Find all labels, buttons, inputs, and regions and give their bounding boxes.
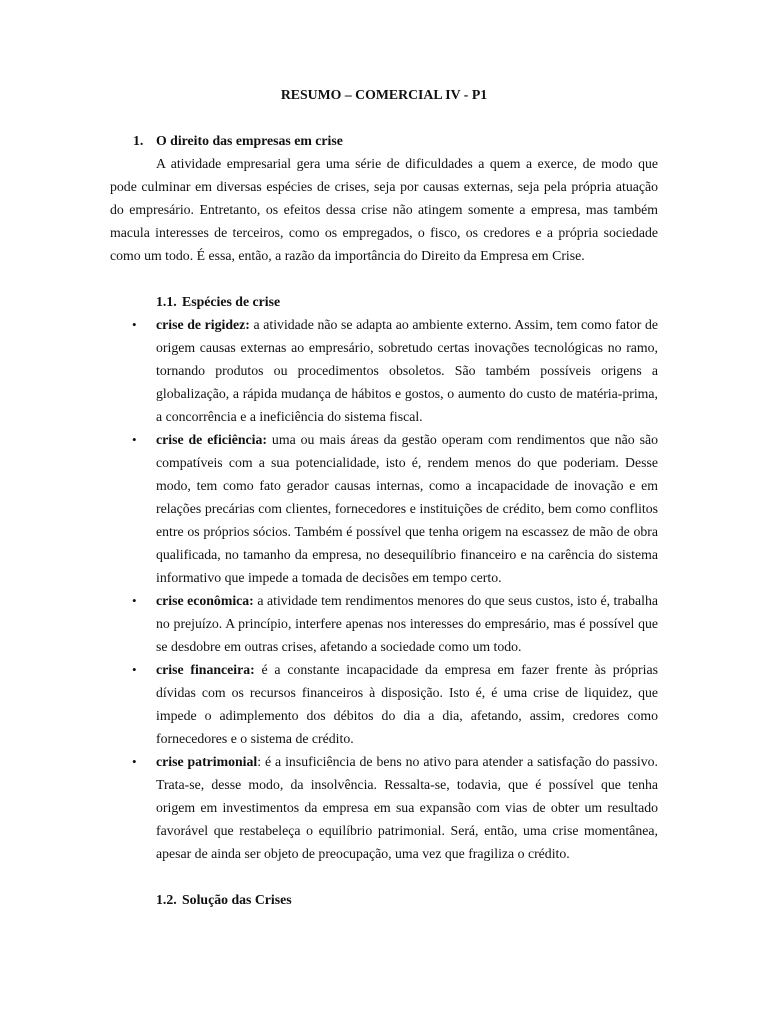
item-text: é a constante incapacidade da empresa em fazer frente às próprias dívidas com os recursos financeiros à disposição. Isto é, é uma crise de liquidez, que impede o adimplemento dos débitos do dia a dia, afetando, assim, credores como fornecedores e o sistema de crédito. — [156, 662, 658, 746]
crisis-types-list — [110, 313, 658, 865]
item-term: crise patrimonial — [156, 754, 258, 769]
bullet-icon: • — [132, 593, 137, 608]
list-item-crise-financeira — [110, 658, 658, 750]
list-item-crise-rigidez — [110, 313, 658, 428]
item-text: a atividade tem rendimentos menores do que seus custos, isto é, trabalha no prejuízo. A princípio, interfere apenas nos interesses do empresário, mas é possível que se desdobre em outras crises, afetando a sociedade como um todo. — [156, 593, 658, 654]
section-1-1-number: 1.1. — [156, 294, 177, 309]
section-1-title: O direito das empresas em crise — [156, 133, 343, 148]
bullet-icon: • — [132, 662, 137, 677]
item-term: crise financeira: — [156, 662, 255, 677]
list-item-crise-patrimonial — [110, 750, 658, 865]
item-text: a atividade não se adapta ao ambiente externo. Assim, tem como fator de origem causas externas ao empresário, sobretudo certas inovações tecnológicas no ramo, tornando produtos ou procedimentos obsoletos. São também possíveis origens a globalização, a rápida mudança de hábitos e gostos, o aumento do custo de matéria-prima, a concorrência e a ineficiência do sistema fiscal. — [156, 317, 658, 424]
bullet-icon: • — [132, 432, 137, 447]
document-page — [110, 84, 658, 911]
section-1-2-number: 1.2. — [156, 892, 177, 907]
section-1-1-heading — [110, 290, 658, 313]
list-item-crise-economica — [110, 589, 658, 658]
item-term: crise de rigidez: — [156, 317, 250, 332]
bullet-icon: • — [132, 754, 137, 769]
section-1-2-title: Solução das Crises — [182, 892, 292, 907]
section-1-2-heading — [110, 888, 658, 911]
document-title: RESUMO – COMERCIAL IV - P1 — [280, 87, 488, 102]
item-text: uma ou mais áreas da gestão operam com rendimentos que não são compatíveis com a sua potencialidade, isto é, rendem menos do que poderiam. Desse modo, tem como fato gerador causas internas, como a incapacidade de inovação e em relações precárias com clientes, fornecedores e instituições de crédito, bem como conflitos entre os próprios sócios. Também é possível que tenha origem na escassez de mão de obra qualificada, no tamanho da empresa, no desequilíbrio financeiro e na carência do sistema informativo que impede a tomada de decisões em tempo certo. — [156, 432, 658, 585]
bullet-icon: • — [132, 317, 137, 332]
section-1-heading — [110, 129, 658, 152]
list-item-crise-eficiencia — [110, 428, 658, 589]
item-text: : é a insuficiência de bens no ativo para atender a satisfação do passivo. Trata-se, desse modo, da insolvência. Ressalta-se, todavia, que é possível que tenha origem em investimentos da empresa em sua expansão com vias de obter um resultado favorável que restabeleça o equilíbrio patrimonial. Será, então, uma crise momentânea, apesar de ainda ser objeto de preocupação, uma vez que fragiliza o crédito. — [156, 754, 658, 861]
item-term: crise de eficiência: — [156, 432, 267, 447]
section-1-1-title: Espécies de crise — [182, 294, 281, 309]
item-term: crise econômica: — [156, 593, 254, 608]
section-1-number: 1. — [133, 133, 144, 148]
section-1-paragraph: A atividade empresarial gera uma série de dificuldades a quem a exerce, de modo que pode culminar em diversas espécies de crises, seja por causas externas, seja pela própria atuação do empresário. Entretanto, os efeitos dessa crise não atingem somente a empresa, mas também macula interesses de terceiros, como os empregados, o fisco, os credores e a própria sociedade como um todo. É essa, então, a razão da importância do Direito da Empresa em Crise. — [110, 156, 658, 263]
